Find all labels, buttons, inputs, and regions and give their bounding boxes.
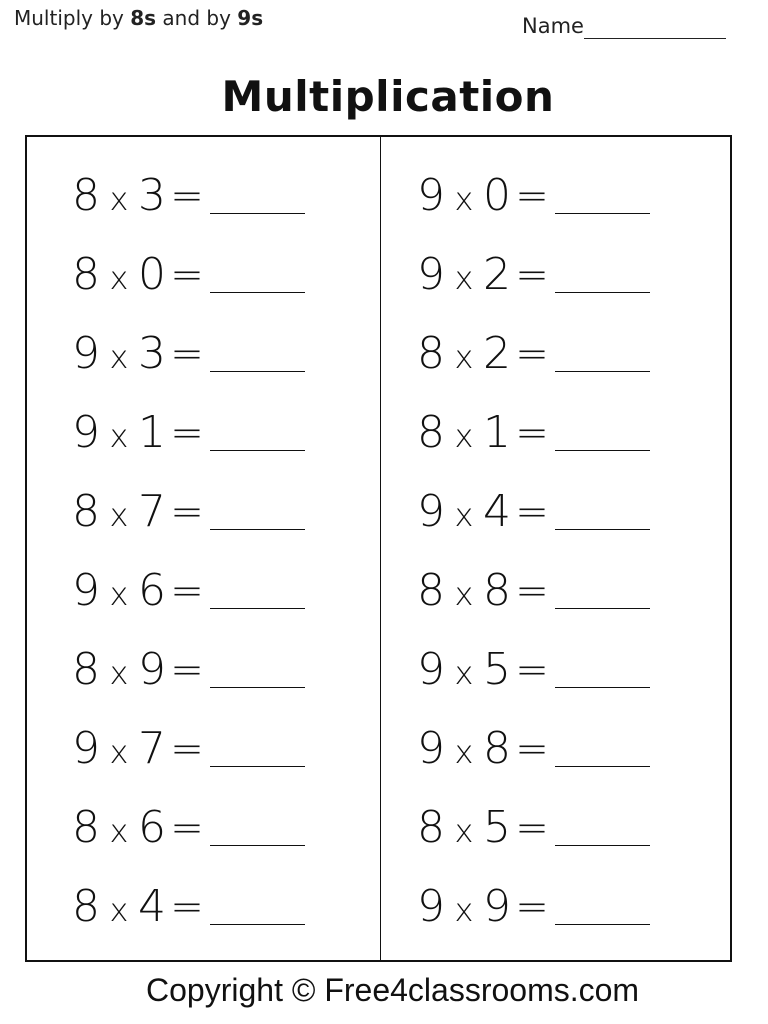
answer-blank[interactable] xyxy=(555,529,650,530)
answer-blank[interactable] xyxy=(555,687,650,688)
math-problem xyxy=(415,803,650,853)
math-problem xyxy=(415,724,650,774)
name-field-line[interactable] xyxy=(584,38,726,39)
math-problem xyxy=(415,882,650,932)
answer-blank[interactable] xyxy=(210,608,305,609)
times-sign: x xyxy=(454,812,474,850)
multiplier: 4 xyxy=(483,486,511,537)
answer-blank[interactable] xyxy=(210,687,305,688)
multiplier: 6 xyxy=(138,565,166,616)
multiplicand: 8 xyxy=(72,881,100,932)
equals-sign: = xyxy=(170,805,204,851)
worksheet-subtitle xyxy=(14,6,263,30)
multiplier: 2 xyxy=(483,328,511,379)
answer-blank[interactable] xyxy=(555,766,650,767)
equals-sign: = xyxy=(170,489,204,535)
answer-blank[interactable] xyxy=(210,213,305,214)
times-sign: x xyxy=(109,417,129,455)
multiplier: 2 xyxy=(483,249,511,300)
multiplier: 0 xyxy=(483,170,511,221)
answer-blank[interactable] xyxy=(555,924,650,925)
multiplicand: 9 xyxy=(417,249,445,300)
times-sign: x xyxy=(454,575,474,613)
multiplicand: 9 xyxy=(72,328,100,379)
times-sign: x xyxy=(109,338,129,376)
equals-sign: = xyxy=(515,805,549,851)
math-problem xyxy=(70,882,305,932)
math-problem xyxy=(70,724,305,774)
multiplier: 5 xyxy=(483,644,511,695)
answer-blank[interactable] xyxy=(210,450,305,451)
multiplicand: 8 xyxy=(72,644,100,695)
equals-sign: = xyxy=(515,884,549,930)
answer-blank[interactable] xyxy=(210,292,305,293)
answer-blank[interactable] xyxy=(210,924,305,925)
multiplicand: 8 xyxy=(417,565,445,616)
multiplier: 7 xyxy=(138,723,166,774)
math-problem xyxy=(70,250,305,300)
math-problem xyxy=(70,803,305,853)
equals-sign: = xyxy=(170,647,204,693)
times-sign: x xyxy=(109,496,129,534)
times-sign: x xyxy=(109,733,129,771)
multiplier: 9 xyxy=(138,644,166,695)
equals-sign: = xyxy=(515,647,549,693)
multiplier: 0 xyxy=(138,249,166,300)
multiplier: 9 xyxy=(483,881,511,932)
times-sign: x xyxy=(109,180,129,218)
answer-blank[interactable] xyxy=(555,371,650,372)
times-sign: x xyxy=(109,575,129,613)
column-divider xyxy=(380,137,381,960)
times-sign: x xyxy=(109,891,129,929)
times-sign: x xyxy=(454,733,474,771)
multiplicand: 9 xyxy=(72,407,100,458)
multiplicand: 9 xyxy=(417,486,445,537)
math-problem xyxy=(70,408,305,458)
times-sign: x xyxy=(454,259,474,297)
page-title: Multiplication xyxy=(221,72,555,121)
equals-sign: = xyxy=(515,568,549,614)
times-sign: x xyxy=(109,259,129,297)
multiplier: 8 xyxy=(483,723,511,774)
subtitle-number-8s: 8s xyxy=(130,6,157,30)
answer-blank[interactable] xyxy=(555,450,650,451)
times-sign: x xyxy=(454,338,474,376)
multiplicand: 8 xyxy=(72,486,100,537)
copyright-footer: Copyright © Free4classrooms.com xyxy=(146,972,640,1008)
equals-sign: = xyxy=(170,726,204,772)
subtitle-prefix: Multiply by xyxy=(14,6,131,30)
times-sign: x xyxy=(454,417,474,455)
equals-sign: = xyxy=(170,173,204,219)
times-sign: x xyxy=(454,891,474,929)
multiplier: 8 xyxy=(483,565,511,616)
math-problem xyxy=(70,487,305,537)
multiplier: 1 xyxy=(483,407,511,458)
multiplier: 3 xyxy=(138,170,166,221)
multiplier: 3 xyxy=(138,328,166,379)
subtitle-number-9s: 9s xyxy=(237,6,264,30)
math-problem xyxy=(415,408,650,458)
equals-sign: = xyxy=(170,410,204,456)
math-problem xyxy=(415,171,650,221)
times-sign: x xyxy=(454,496,474,534)
name-label: Name xyxy=(522,14,584,38)
equals-sign: = xyxy=(515,489,549,535)
answer-blank[interactable] xyxy=(555,292,650,293)
multiplicand: 8 xyxy=(72,170,100,221)
equals-sign: = xyxy=(170,884,204,930)
multiplier: 4 xyxy=(138,881,166,932)
math-problem xyxy=(70,329,305,379)
subtitle-mid: and by xyxy=(156,6,238,30)
multiplier: 1 xyxy=(138,407,166,458)
multiplicand: 8 xyxy=(72,249,100,300)
equals-sign: = xyxy=(515,252,549,298)
multiplicand: 9 xyxy=(417,644,445,695)
multiplicand: 9 xyxy=(417,170,445,221)
answer-blank[interactable] xyxy=(210,529,305,530)
answer-blank[interactable] xyxy=(555,608,650,609)
problems-table xyxy=(25,135,732,962)
multiplier: 6 xyxy=(138,802,166,853)
equals-sign: = xyxy=(515,726,549,772)
equals-sign: = xyxy=(515,331,549,377)
answer-blank[interactable] xyxy=(210,371,305,372)
multiplicand: 9 xyxy=(417,881,445,932)
equals-sign: = xyxy=(515,410,549,456)
math-problem xyxy=(415,250,650,300)
math-problem xyxy=(415,566,650,616)
times-sign: x xyxy=(454,654,474,692)
equals-sign: = xyxy=(515,173,549,219)
answer-blank[interactable] xyxy=(210,766,305,767)
multiplicand: 9 xyxy=(72,723,100,774)
answer-blank[interactable] xyxy=(555,213,650,214)
multiplier: 7 xyxy=(138,486,166,537)
multiplicand: 8 xyxy=(417,802,445,853)
math-problem xyxy=(70,171,305,221)
equals-sign: = xyxy=(170,252,204,298)
multiplicand: 9 xyxy=(72,565,100,616)
times-sign: x xyxy=(109,654,129,692)
multiplicand: 8 xyxy=(72,802,100,853)
answer-blank[interactable] xyxy=(555,845,650,846)
times-sign: x xyxy=(454,180,474,218)
math-problem xyxy=(415,487,650,537)
math-problem xyxy=(415,329,650,379)
equals-sign: = xyxy=(170,331,204,377)
answer-blank[interactable] xyxy=(210,845,305,846)
multiplicand: 8 xyxy=(417,328,445,379)
multiplier: 5 xyxy=(483,802,511,853)
equals-sign: = xyxy=(170,568,204,614)
math-problem xyxy=(70,566,305,616)
math-problem xyxy=(415,645,650,695)
multiplicand: 8 xyxy=(417,407,445,458)
math-problem xyxy=(70,645,305,695)
multiplicand: 9 xyxy=(417,723,445,774)
times-sign: x xyxy=(109,812,129,850)
